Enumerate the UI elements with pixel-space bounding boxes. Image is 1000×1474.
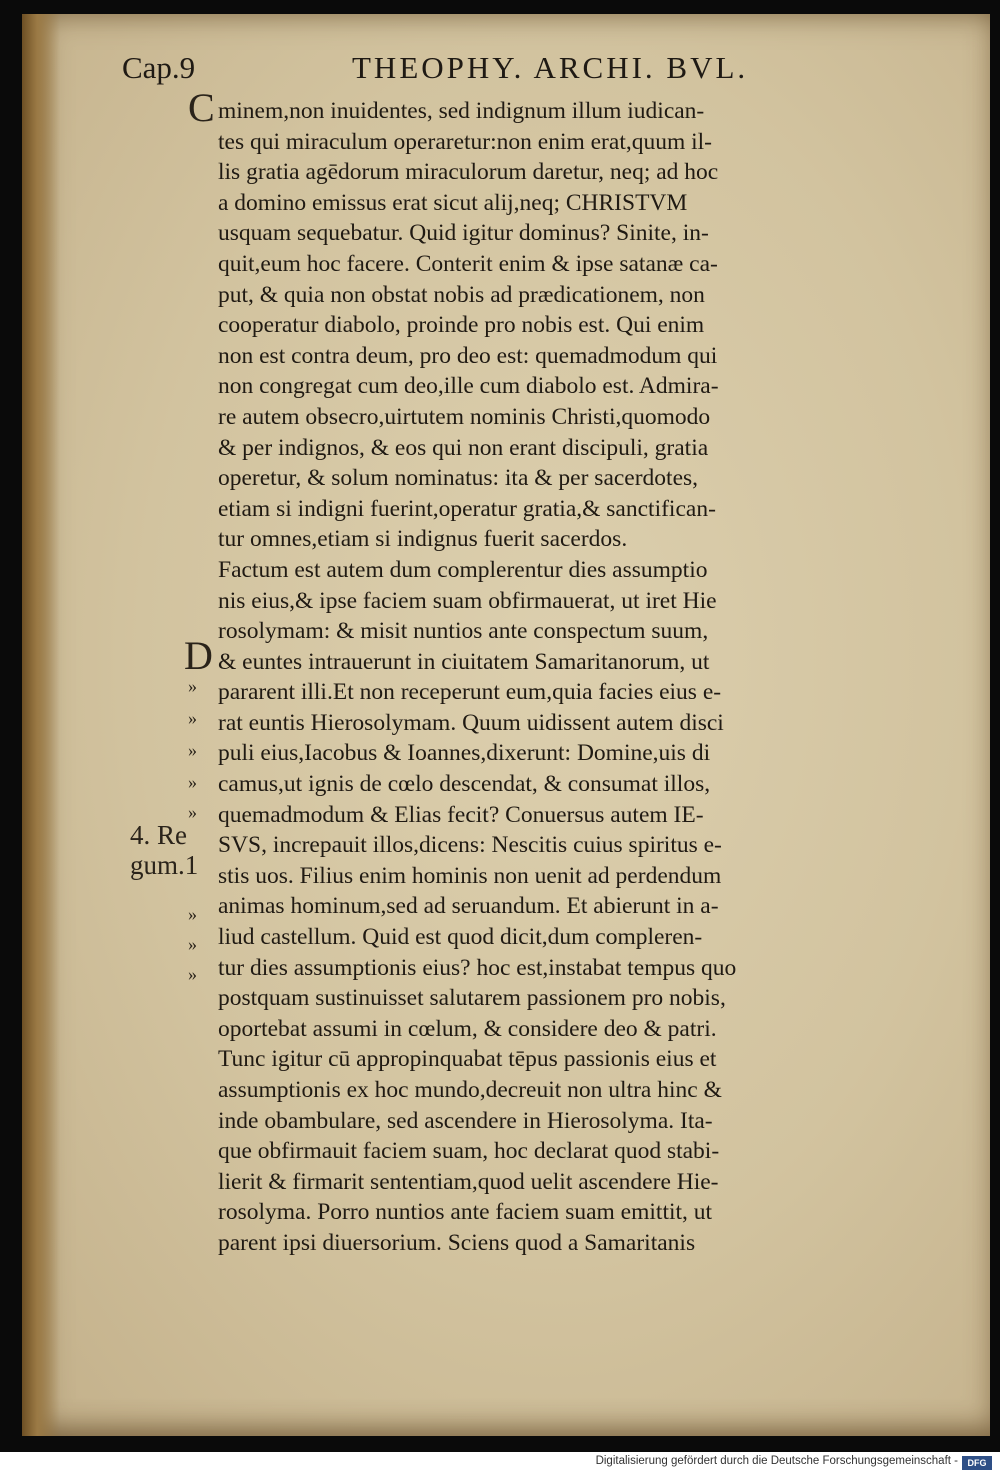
margin-reference-line1: 4. Re bbox=[130, 820, 187, 850]
text-line: tes qui miraculum operaretur:non enim erat,quum il- bbox=[218, 128, 713, 155]
text-line: oportebat assumi in cœlum, & considere deo & patri. bbox=[218, 1015, 717, 1042]
text-line: camus,ut ignis de cœlo descendat, & consumat illos, bbox=[218, 771, 711, 798]
text-line: parent ipsi diuersorium. Sciens quod a Samaritanis bbox=[218, 1229, 696, 1256]
text-line: lierit & firmarit sententiam,quod uelit ascendere Hie- bbox=[218, 1168, 719, 1195]
margin-quote-mark: » bbox=[188, 802, 197, 822]
margin-quote-mark: » bbox=[188, 904, 197, 924]
book-page bbox=[22, 14, 990, 1436]
text-line: postquam sustinuisset salutarem passionem pro nobis, bbox=[218, 985, 726, 1012]
margin-quote-mark: » bbox=[188, 708, 197, 728]
page-edge-shadow bbox=[22, 14, 60, 1436]
digitization-footer bbox=[0, 1452, 1000, 1474]
text-line: tur omnes,etiam si indignus fuerit sacerdos. bbox=[218, 526, 628, 553]
text-line: lis gratia agēdorum miraculorum daretur, neq; ad hoc bbox=[218, 159, 719, 186]
margin-quote-mark: » bbox=[188, 964, 197, 984]
text-line: put, & quia non obstat nobis ad prædicationem, non bbox=[218, 281, 705, 308]
text-line: & euntes intrauerunt in ciuitatem Samaritanorum, ut bbox=[218, 648, 710, 675]
text-line: Tunc igitur cū appropinquabat tēpus passionis eius et bbox=[218, 1046, 717, 1073]
text-line: minem,non inuidentes, sed indignum illum iudican- bbox=[218, 98, 705, 124]
text-line: Factum est autem dum complerentur dies assumptio bbox=[218, 556, 708, 583]
text-line: operetur, & solum nominatus: ita & per sacerdotes, bbox=[218, 465, 699, 492]
body-text bbox=[218, 96, 918, 1259]
margin-initial-c: C bbox=[188, 85, 215, 130]
text-line: rat euntis Hierosolymam. Quum uidissent autem disci bbox=[218, 709, 724, 736]
text-line: liud castellum. Quid est quod dicit,dum compleren- bbox=[218, 924, 703, 951]
text-line: usquam sequebatur. Quid igitur dominus? Sinite, in- bbox=[218, 220, 709, 247]
page-header bbox=[122, 50, 882, 94]
text-line: rosolymam: & misit nuntios ante conspectum suum, bbox=[218, 618, 709, 645]
text-line: assumptionis ex hoc mundo,decreuit non ultra hinc & bbox=[218, 1077, 722, 1103]
margin-quote-mark: » bbox=[188, 676, 197, 696]
margin-quote-mark: » bbox=[188, 772, 197, 792]
margin-quote-mark: » bbox=[188, 934, 197, 954]
text-line: quit,eum hoc facere. Conterit enim & ipse satanæ ca- bbox=[218, 250, 718, 277]
text-line: quemadmodum & Elias fecit? Conuersus autem IE- bbox=[218, 801, 704, 828]
text-line: rosolyma. Porro nuntios ante faciem suam emittit, ut bbox=[218, 1199, 713, 1226]
margin-reference-line2: gum.1 bbox=[130, 850, 199, 880]
text-line: inde obambulare, sed ascendere in Hierosolyma. Ita- bbox=[218, 1107, 713, 1134]
text-line: tur dies assumptionis eius? hoc est,instabat tempus quo bbox=[218, 954, 737, 981]
text-line: puli eius,Iacobus & Ioannes,dixerunt: Domine,uis di bbox=[218, 740, 711, 767]
margin-initial-d: D bbox=[184, 633, 213, 678]
text-line: que obfirmauit faciem suam, hoc declarat quod stabi- bbox=[218, 1138, 720, 1165]
text-line: stis uos. Filius enim hominis non uenit ad perdendum bbox=[218, 862, 722, 889]
text-line: etiam si indigni fuerint,operatur gratia,& sanctifican- bbox=[218, 495, 716, 522]
text-line: animas hominum,sed ad seruandum. Et abierunt in a- bbox=[218, 893, 719, 920]
text-line: cooperatur diabolo, proinde pro nobis est. Qui enim bbox=[218, 312, 705, 339]
funding-credit: Digitalisierung gefördert durch die Deutsche Forschungsgemeinschaft - bbox=[595, 1455, 958, 1467]
text-line: pararent illi.Et non receperunt eum,quia facies eius e- bbox=[218, 679, 722, 706]
text-line: nis eius,& ipse faciem suam obfirmauerat, ut iret Hie bbox=[218, 587, 717, 614]
dfg-logo: DFG bbox=[962, 1456, 992, 1470]
chapter-label: Cap.9 bbox=[122, 50, 196, 85]
text-line: re autem obsecro,uirtutem nominis Christi,quomodo bbox=[218, 403, 711, 430]
text-line: a domino emissus erat sicut alij,neq; CHRISTVM bbox=[218, 189, 688, 216]
text-line: SVS, increpauit illos,dicens: Nescitis cuius spiritus e- bbox=[218, 832, 722, 859]
margin-quote-mark: » bbox=[188, 740, 197, 760]
text-line: & per indignos, & eos qui non erant discipuli, gratia bbox=[218, 434, 709, 461]
text-line: non congregat cum deo,ille cum diabolo est. Admira- bbox=[218, 373, 719, 400]
running-title: THEOPHY. ARCHI. BVL. bbox=[352, 50, 749, 85]
text-line: non est contra deum, pro deo est: quemadmodum qui bbox=[218, 342, 718, 369]
